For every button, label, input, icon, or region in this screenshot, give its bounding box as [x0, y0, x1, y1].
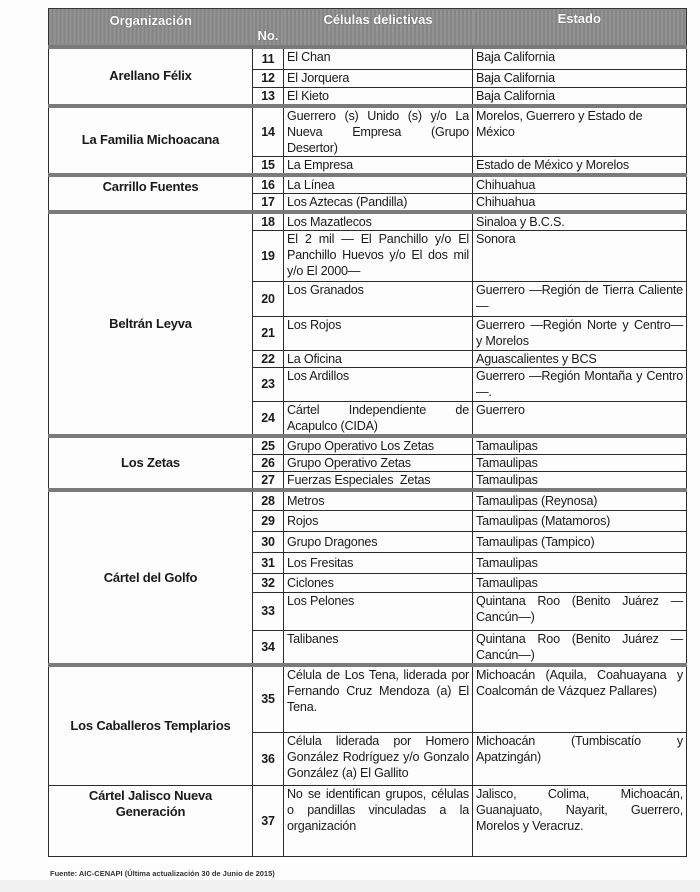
- state-cell: Quintana Roo (Benito Juárez —Cancún—): [473, 592, 687, 630]
- row-number: 13: [253, 87, 284, 106]
- source-footnote: Fuente: AIC-CENAPI (Última actualización 30 de Junio de 2015): [50, 869, 275, 878]
- cell-name: Ciclones: [284, 573, 473, 592]
- cell-name: Los Ardillos: [284, 367, 473, 401]
- row-number: 20: [253, 281, 284, 316]
- state-cell: Guerrero —Región Norte y Centro— y Morelos: [473, 316, 687, 350]
- header-no: No.: [253, 9, 284, 48]
- table-row: [49, 106, 687, 157]
- state-cell: Michoacán (Aquila, Coahuayana y Coalcomán de Vázquez Pallares): [473, 665, 687, 732]
- cell-name: Grupo Operativo Zetas: [284, 455, 473, 472]
- row-number: 15: [253, 156, 284, 175]
- cell-name: Fuerzas Especiales Zetas: [284, 472, 473, 491]
- cell-name: El Kieto: [284, 87, 473, 106]
- cell-name: Talibanes: [284, 630, 473, 665]
- cell-name: La Oficina: [284, 350, 473, 367]
- state-cell: Aguascalientes y BCS: [473, 350, 687, 367]
- organization-cell: Arellano Félix: [49, 47, 253, 106]
- row-number: 36: [253, 732, 284, 785]
- state-cell: Chihuahua: [473, 175, 687, 194]
- row-number: 19: [253, 230, 284, 281]
- row-number: 26: [253, 455, 284, 472]
- header-estado: Estado: [473, 9, 687, 48]
- cell-name: Guerrero (s) Unido (s) y/o La Nueva Empresa (Grupo Desertor): [284, 106, 473, 157]
- cell-name: Los Granados: [284, 281, 473, 316]
- state-cell: Jalisco, Colima, Michoacán, Guanajuato, Nayarit, Guerrero, Morelos y Veracruz.: [473, 785, 687, 856]
- cell-name: El 2 mil — El Panchillo y/o El Panchillo Huevos y/o El dos mil y/o El 2000—: [284, 230, 473, 281]
- cell-name: Grupo Dragones: [284, 531, 473, 552]
- state-cell: Tamaulipas (Reynosa): [473, 490, 687, 510]
- table-row: [49, 490, 687, 510]
- cell-name: Los Rojos: [284, 316, 473, 350]
- state-cell: Tamaulipas: [473, 573, 687, 592]
- state-cell: Baja California: [473, 47, 687, 69]
- cell-name: No se identifican grupos, células o pandillas vinculadas a la organización: [284, 785, 473, 856]
- cell-name: Los Aztecas (Pandilla): [284, 193, 473, 212]
- state-cell: Tamaulipas: [473, 436, 687, 455]
- organization-cell: Cártel Jalisco Nueva Generación: [49, 785, 253, 856]
- table-row: [49, 212, 687, 231]
- table-body: [49, 47, 687, 856]
- row-number: 33: [253, 592, 284, 630]
- state-cell: Sinaloa y B.C.S.: [473, 212, 687, 231]
- row-number: 12: [253, 69, 284, 87]
- state-cell: Tamaulipas (Matamoros): [473, 510, 687, 531]
- cell-name: Metros: [284, 490, 473, 510]
- cell-name: Célula de Los Tena, liderada por Fernando Cruz Mendoza (a) El Tena.: [284, 665, 473, 732]
- state-cell: Tamaulipas: [473, 472, 687, 491]
- row-number: 30: [253, 531, 284, 552]
- table-row: [49, 175, 687, 194]
- organization-cell: Los Caballeros Templarios: [49, 665, 253, 785]
- header-row: [49, 9, 687, 48]
- table-row: [49, 785, 687, 856]
- cell-name: El Chan: [284, 47, 473, 69]
- cell-name: Los Pelones: [284, 592, 473, 630]
- row-number: 11: [253, 47, 284, 69]
- state-cell: Tamaulipas: [473, 455, 687, 472]
- row-number: 18: [253, 212, 284, 231]
- row-number: 17: [253, 193, 284, 212]
- cell-name: La Empresa: [284, 156, 473, 175]
- row-number: 37: [253, 785, 284, 856]
- row-number: 29: [253, 510, 284, 531]
- row-number: 25: [253, 436, 284, 455]
- state-cell: Michoacán (Tumbiscatío y Apatzingán): [473, 732, 687, 785]
- cell-name: Rojos: [284, 510, 473, 531]
- organization-cell: Carrillo Fuentes: [49, 175, 253, 212]
- organization-cell: Los Zetas: [49, 436, 253, 490]
- row-number: 14: [253, 106, 284, 157]
- state-cell: Chihuahua: [473, 193, 687, 212]
- cell-name: Grupo Operativo Los Zetas: [284, 436, 473, 455]
- cell-name: Los Mazatlecos: [284, 212, 473, 231]
- state-cell: Quintana Roo (Benito Juárez —Cancún—): [473, 630, 687, 665]
- row-number: 16: [253, 175, 284, 194]
- state-cell: Tamaulipas: [473, 552, 687, 573]
- table-header: [49, 9, 687, 48]
- row-number: 28: [253, 490, 284, 510]
- row-number: 24: [253, 401, 284, 436]
- table-row: [49, 665, 687, 732]
- page-bottom-shadow: [0, 880, 700, 892]
- header-celulas: Células delictivas: [284, 9, 473, 48]
- state-cell: Baja California: [473, 69, 687, 87]
- row-number: 32: [253, 573, 284, 592]
- cell-name: El Jorquera: [284, 69, 473, 87]
- row-number: 35: [253, 665, 284, 732]
- row-number: 31: [253, 552, 284, 573]
- row-number: 27: [253, 472, 284, 491]
- state-cell: Guerrero —Región de Tierra Caliente—: [473, 281, 687, 316]
- state-cell: Baja California: [473, 87, 687, 106]
- state-cell: Estado de México y Morelos: [473, 156, 687, 175]
- table-row: [49, 436, 687, 455]
- organization-cell: La Familia Michoacana: [49, 106, 253, 175]
- criminal-cells-table: [48, 8, 687, 857]
- table-row: [49, 47, 687, 69]
- state-cell: Tamaulipas (Tampico): [473, 531, 687, 552]
- row-number: 34: [253, 630, 284, 665]
- header-organizacion: Organización: [49, 9, 253, 48]
- row-number: 21: [253, 316, 284, 350]
- state-cell: Morelos, Guerrero y Estado de México: [473, 106, 687, 157]
- cell-name: Cártel Independiente de Acapulco (CIDA): [284, 401, 473, 436]
- state-cell: Sonora: [473, 230, 687, 281]
- cell-name: Célula liderada por Homero González Rodríguez y/o Gonzalo González (a) El Gallito: [284, 732, 473, 785]
- row-number: 23: [253, 367, 284, 401]
- state-cell: Guerrero: [473, 401, 687, 436]
- row-number: 22: [253, 350, 284, 367]
- state-cell: Guerrero —Región Montaña y Centro—.: [473, 367, 687, 401]
- cell-name: Los Fresitas: [284, 552, 473, 573]
- cell-name: La Línea: [284, 175, 473, 194]
- organization-cell: Beltrán Leyva: [49, 212, 253, 437]
- organization-cell: Cártel del Golfo: [49, 490, 253, 665]
